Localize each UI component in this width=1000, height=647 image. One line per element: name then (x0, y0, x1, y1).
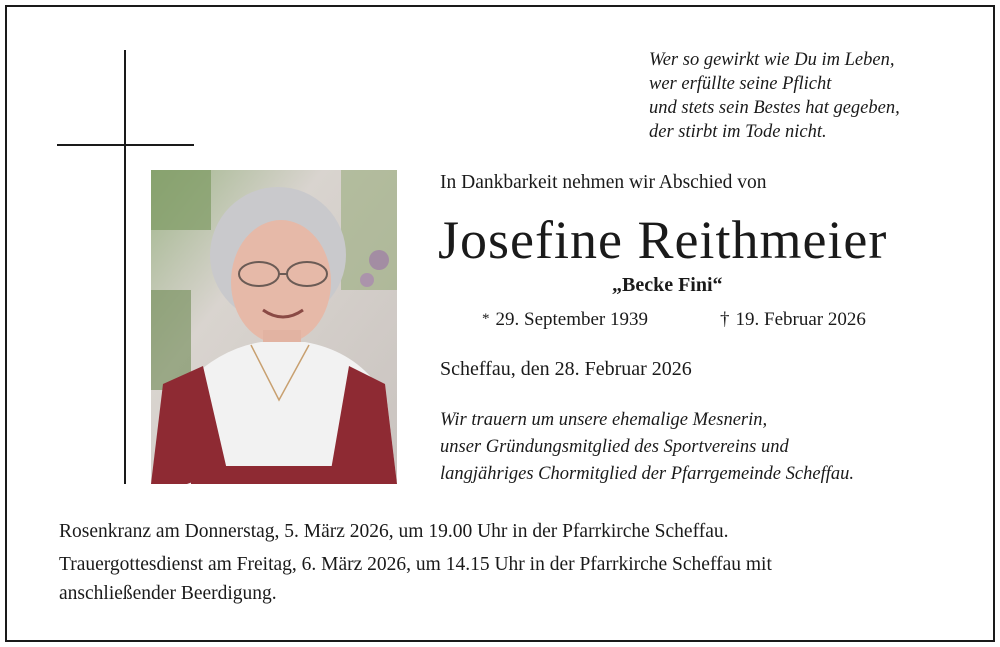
intro-text: In Dankbarkeit nehmen wir Abschied von (440, 172, 767, 193)
dagger-icon: † (720, 309, 730, 330)
poem-line: wer erfüllte seine Pflicht (649, 74, 832, 94)
poem-verse (649, 48, 969, 144)
service-info (59, 517, 959, 608)
cross-icon-horizontal (57, 144, 194, 146)
tribute-text (440, 407, 854, 488)
deceased-name: Josefine Reithmeier (438, 210, 888, 270)
poem-line: und stets sein Bestes hat gegeben, (649, 98, 900, 118)
star-icon: * (482, 311, 490, 327)
burial-info: anschließender Beerdigung. (59, 583, 277, 604)
cross-icon-vertical (124, 50, 126, 484)
birth-date-text: 29. September 1939 (495, 309, 649, 330)
place-and-date: Scheffau, den 28. Februar 2026 (440, 358, 692, 380)
nickname: „Becke Fini“ (612, 274, 723, 296)
death-date (720, 309, 866, 331)
tribute-line: unser Gründungsmitglied des Sportvereins und (440, 437, 789, 457)
tribute-line: Wir trauern um unsere ehemalige Mesnerin, (440, 410, 768, 430)
rosary-info: Rosenkranz am Donnerstag, 5. März 2026, um 19.00 Uhr in der Pfarrkirche Scheffau. (59, 521, 729, 542)
poem-line: der stirbt im Tode nicht. (649, 122, 827, 142)
funeral-service-info: Trauergottesdienst am Freitag, 6. März 2026, um 14.15 Uhr in der Pfarrkirche Scheffau mit (59, 554, 772, 575)
portrait-photo (151, 170, 397, 484)
poem-line: Wer so gewirkt wie Du im Leben, (649, 50, 895, 70)
tribute-line: langjähriges Chormitglied der Pfarrgemeinde Scheffau. (440, 464, 854, 484)
birth-date (482, 309, 648, 331)
death-date-text: 19. Februar 2026 (735, 309, 866, 330)
